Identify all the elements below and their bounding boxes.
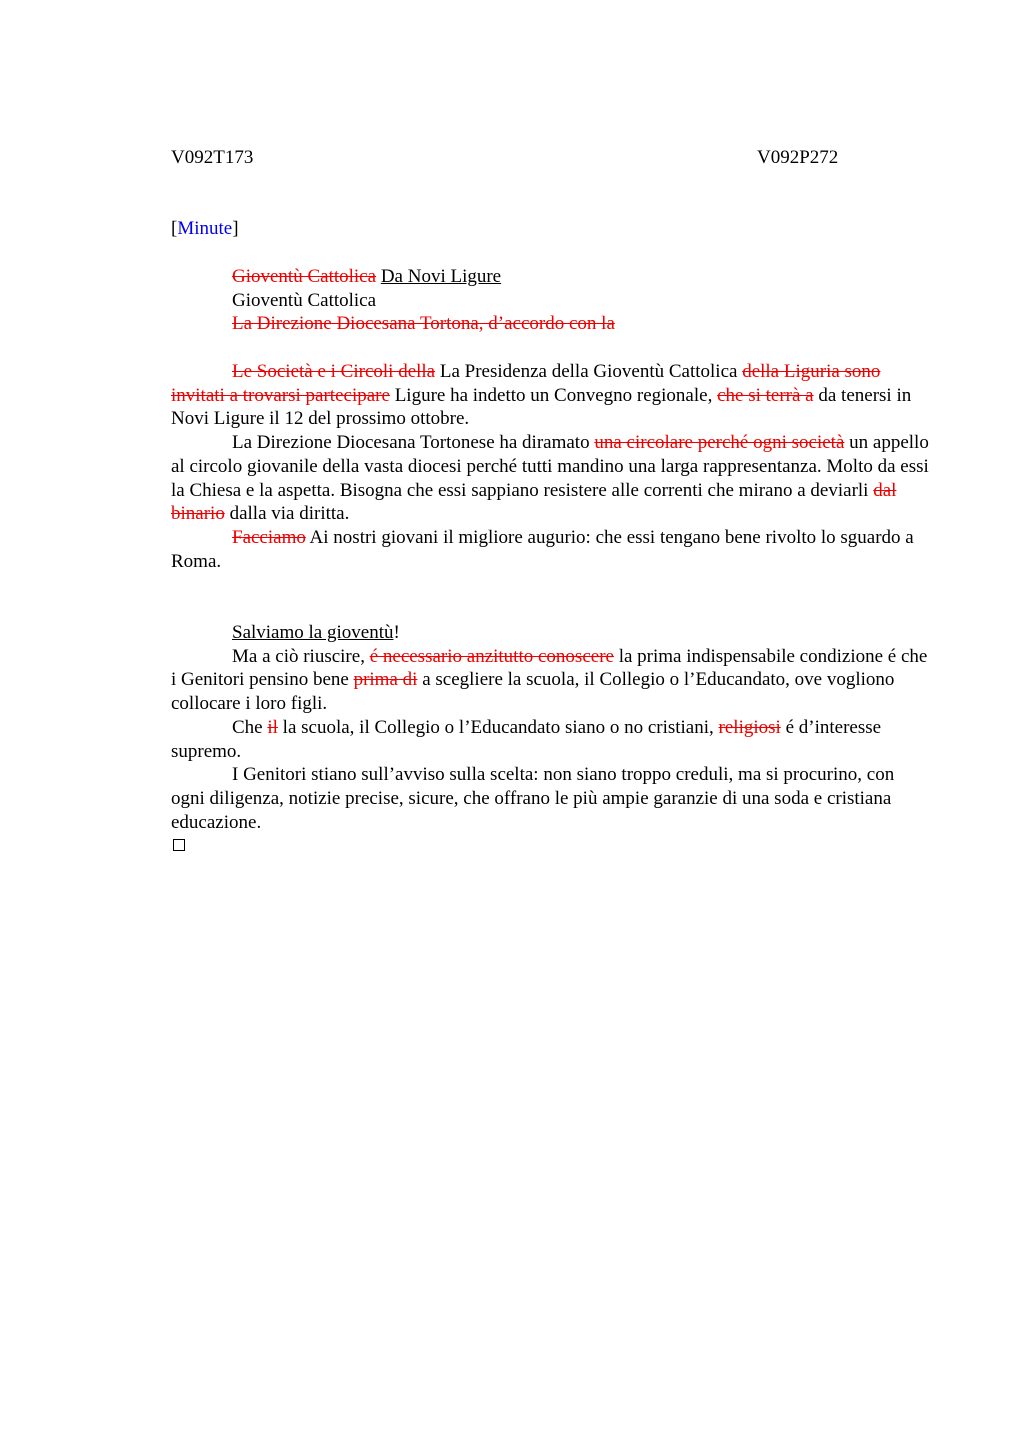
heading-line-1 bbox=[171, 265, 931, 289]
label-close-bracket: ] bbox=[232, 218, 239, 239]
deleted-text: Gioventù Cattolica bbox=[232, 266, 377, 287]
paragraph: Che il la scuola, il Collegio o l’Educandato siano o no cristiani, religiosi é d’interesse supremo. bbox=[171, 716, 882, 762]
deleted-text: prima di bbox=[353, 669, 418, 691]
section-title: Salviamo la gioventù! bbox=[232, 622, 400, 643]
deleted-text: che si terrà a bbox=[717, 384, 814, 406]
section-convegno bbox=[171, 360, 931, 573]
label-open-bracket: [ bbox=[171, 218, 178, 239]
paragraph: Ma a ciò riuscire, é necessario anzitutto conoscere la prima indispensabile condizione é che i Genitori pensino bene prima di a scegliere la scuola, il Collegio o l’Educandato, ove vogliono collocare i loro figli. bbox=[171, 645, 928, 715]
minute-link[interactable]: Minute bbox=[177, 218, 233, 239]
heading-block bbox=[171, 265, 931, 336]
paragraph: Facciamo Ai nostri giovani il migliore augurio: che essi tengano bene rivolto lo sguardo a Roma. bbox=[171, 526, 914, 572]
deleted-text: della Liguria sono invitati a trovarsi partecipare bbox=[171, 361, 881, 406]
deleted-text: é necessario anzitutto conoscere bbox=[369, 645, 614, 667]
deleted-text: una circolare perché ogni società bbox=[594, 432, 845, 454]
deleted-text: il bbox=[267, 716, 278, 738]
paragraph: La Direzione Diocesana Tortonese ha diramato una circolare perché ogni società un appello al circolo giovanile della vasta diocesi perché tutti mandino una larga rappresentanza. Molto da essi la Chiesa e la aspetta. Bisogna che essi sappiano resistere alle correnti che mirano a deviarli dal binario dalla via diritta. bbox=[171, 432, 929, 525]
paragraph: I Genitori stiano sull’avviso sulla scelta: non siano troppo creduli, ma si procurino, con ogni diligenza, notizie precise, sicure, che offrano le più ampie garanzie di una soda e cristiana educazione. bbox=[171, 764, 895, 833]
heading-title: Da Novi Ligure bbox=[380, 266, 502, 287]
minute-label bbox=[171, 217, 239, 241]
heading-line-3-deleted: La Direzione Diocesana Tortona, d’accordo con la bbox=[232, 313, 615, 335]
deleted-text: Le Società e i Circoli della bbox=[232, 361, 436, 382]
deleted-text: dal binario bbox=[171, 479, 897, 525]
deleted-text: religiosi bbox=[718, 716, 781, 738]
section-salviamo bbox=[171, 621, 931, 834]
reference-code-right: V092P272 bbox=[757, 147, 839, 168]
deleted-text: Facciamo bbox=[232, 526, 306, 548]
paragraph: Le Società e i Circoli della La Presidenza della Gioventù Cattolica della Liguria sono invitati a trovarsi partecipare Ligure ha indetto un Convegno regionale, che si terrà a da tenersi in Novi Ligure il 12 del prossimo ottobre. bbox=[171, 361, 912, 430]
end-square-icon bbox=[173, 839, 185, 851]
reference-code-left: V092T173 bbox=[171, 147, 254, 168]
heading-line-2: Gioventù Cattolica bbox=[232, 289, 377, 311]
